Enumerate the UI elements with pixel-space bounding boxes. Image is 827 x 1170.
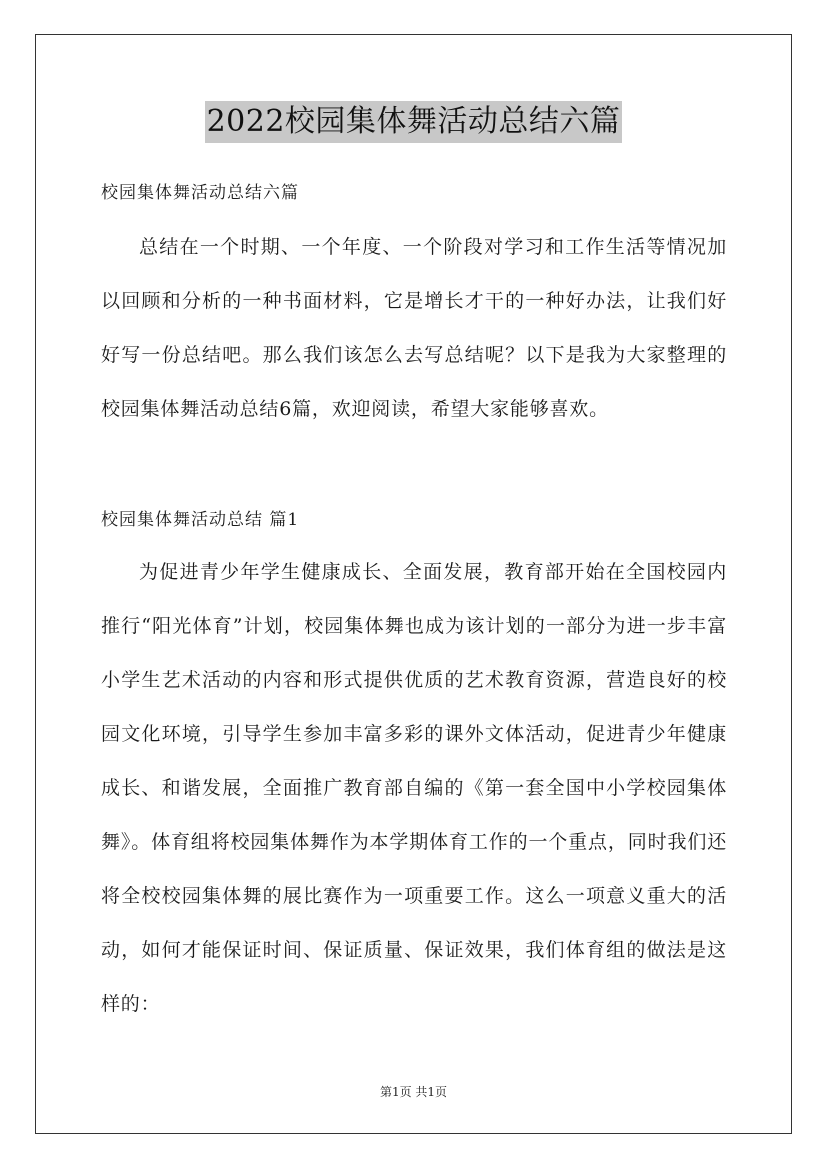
title-container: [0, 101, 827, 143]
document-subtitle: 校园集体舞活动总结六篇: [101, 183, 299, 203]
page-footer: 第1页 共1页: [379, 1085, 448, 1099]
intro-paragraph: 总结在一个时期、一个年度、一个阶段对学习和工作生活等情况加以回顾和分析的一种书面材料，它是增长才干的一种好办法，让我们好好写一份总结吧。那么我们该怎么去写总结呢？以下是我为大家整理的校园集体舞活动总结6篇，欢迎阅读，希望大家能够喜欢。: [101, 236, 727, 420]
section-1-heading: 校园集体舞活动总结 篇1: [101, 510, 300, 530]
section-1-paragraph: 为促进青少年学生健康成长、全面发展，教育部开始在全国校园内推行“阳光体育”计划，校园集体舞也成为该计划的一部分为进一步丰富小学生艺术活动的内容和形式提供优质的艺术教育资源，营造良好的校园文化环境，引导学生参加丰富多彩的课外文体活动，促进青少年健康成长、和谐发展，全面推广教育部自编的《第一套全国中小学校园集体舞》。体育组将校园集体舞作为本学期体育工作的一个重点，同时我们还将全校校园集体舞的展比赛作为一项重要工作。这么一项意义重大的活动，如何才能保证时间、保证质量、保证效果，我们体育组的做法是这样的：: [101, 561, 727, 1015]
document-title: 2022校园集体舞活动总结六篇: [205, 101, 623, 143]
